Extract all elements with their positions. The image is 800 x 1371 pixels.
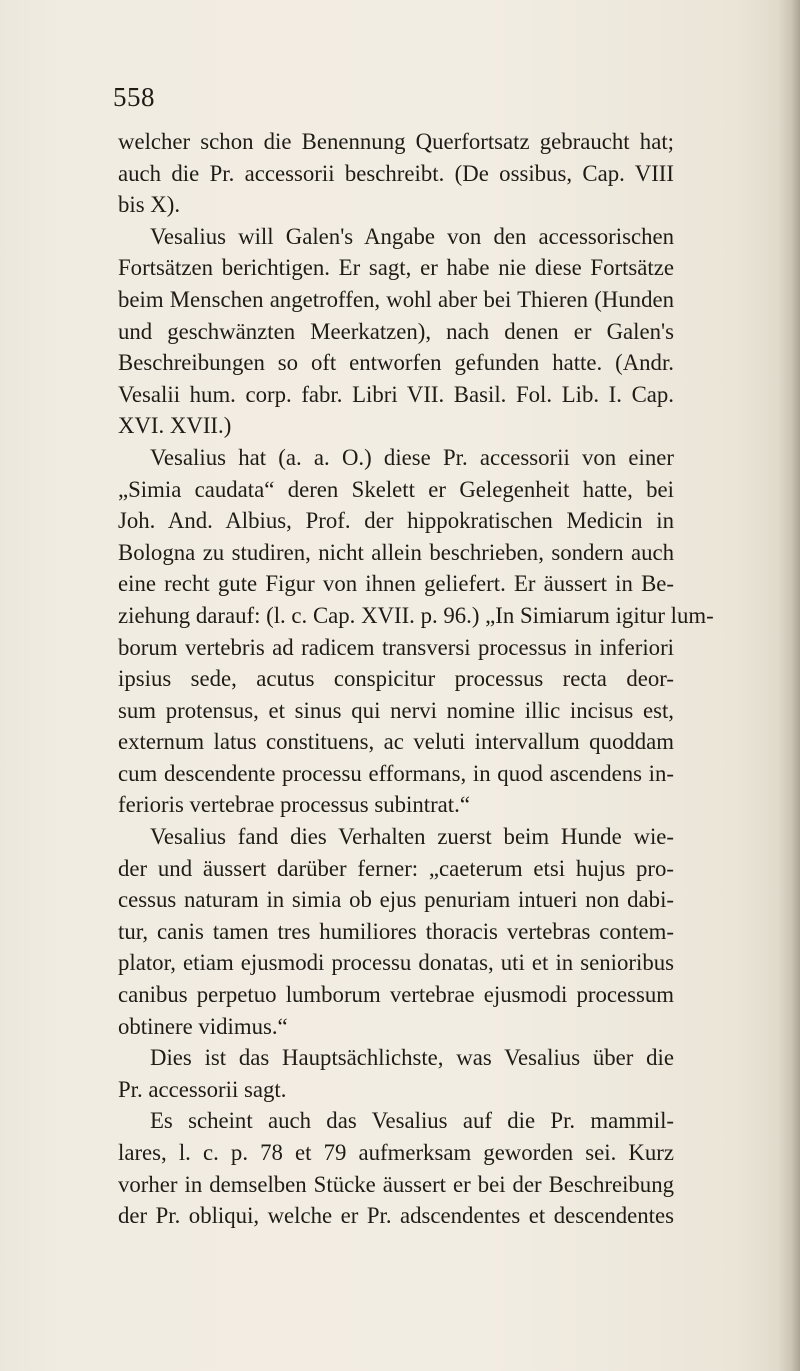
text-line: lares, l. c. p. 78 et 79 aufmerksam geworden sei. Kurz [118,1140,674,1165]
text-line: ziehung darauf: (l. c. Cap. XVII. p. 96.) „In Simiarum igitur lum- [118,602,714,628]
text-line: obtinere vidimus.“ [118,1013,288,1039]
text-line: Vesalii hum. corp. fabr. Libri VII. Basil. Fol. Lib. I. Cap. [118,381,674,407]
text-line: cessus naturam in simia ob ejus penuriam intueri non dabi- [118,887,674,913]
text-line: vorher in demselben Stücke äussert er bei der Beschreibung [118,1171,674,1197]
text-line: Fortsätzen berichtigen. Er sagt, er habe nie diese Fortsätze [118,255,674,281]
text-line: sum protensus, et sinus qui nervi nomine illic incisus est, [118,697,674,723]
text-line: Pr. accessorii sagt. [118,1076,287,1102]
text-line: Vesalius fand dies Verhalten zuerst beim Hunde wie- [150,824,674,850]
text-line: Es scheint auch das Vesalius auf die Pr. mammil- [150,1108,674,1134]
text-line: canibus perpetuo lumborum vertebrae ejusmodi processum [118,982,674,1008]
text-line: Vesalius hat (a. a. O.) diese Pr. accessorii von einer [150,444,674,470]
text-line: Vesalius will Galen's Angabe von den accessorischen [150,223,674,249]
text-line: beim Menschen angetroffen, wohl aber bei Thieren (Hunden [118,286,674,312]
text-line: und geschwänzten Meerkatzen), nach denen er Galen's [118,318,674,344]
text-line: Beschreibungen so oft entworfen gefunden hatte. (Andr. [118,350,674,376]
text-line: eine recht gute Figur von ihnen geliefert. Er äussert in Be- [118,571,674,597]
text-line: XVI. XVII.) [118,413,232,439]
text-line: ferioris vertebrae processus subintrat.“ [118,792,470,818]
page-edge-shadow [778,0,800,1371]
text-line: auch die Pr. accessorii beschreibt. (De ossibus, Cap. VIII [118,160,674,186]
text-line: bis X). [118,192,181,218]
body-text [118,126,714,1232]
text-line: der und äussert darüber ferner: „caeterum etsi hujus pro- [118,855,674,881]
text-line: borum vertebris ad radicem transversi processus in inferiori [118,634,674,660]
text-line: cum descendente processu efformans, in quod ascendens in- [118,760,674,786]
text-line: ipsius sede, acutus conspicitur processus recta deor- [118,666,674,692]
text-line: Bologna zu studiren, nicht allein beschrieben, sondern auch [118,539,674,565]
text-line: plator, etiam ejusmodi processu donatas, uti et in senioribus [118,950,674,976]
text-line: externum latus constituens, ac veluti intervallum quoddam [118,729,674,755]
page-number: 558 [113,82,155,112]
text-line: der Pr. obliqui, welche er Pr. adscendentes et descendentes [118,1203,674,1229]
text-line: Joh. And. Albius, Prof. der hippokratischen Medicin in [118,508,674,534]
text-line: tur, canis tamen tres humiliores thoracis vertebras contem- [118,918,674,944]
text-line: Dies ist das Hauptsächlichste, was Vesalius über die [150,1045,674,1071]
text-line: „Simia caudata“ deren Skelett er Gelegenheit hatte, bei [118,476,674,502]
text-line: welcher schon die Benennung Querfortsatz gebraucht hat; [118,129,674,154]
